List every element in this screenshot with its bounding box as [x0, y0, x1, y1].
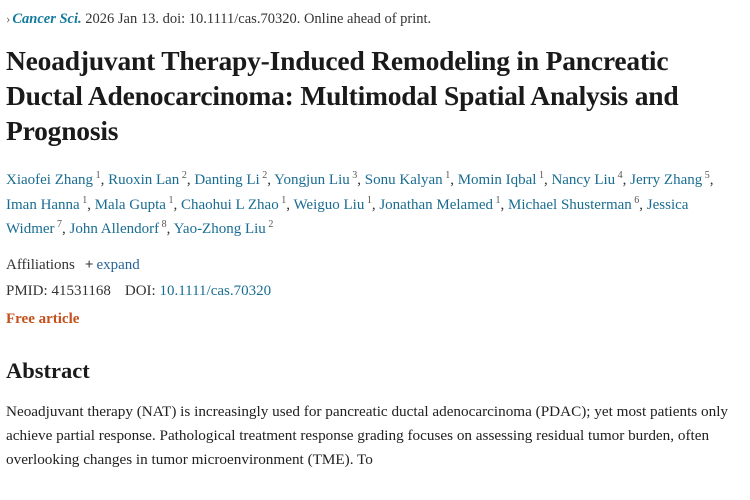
- doi-label: DOI:: [124, 283, 156, 300]
- author-separator: ,: [622, 172, 631, 189]
- author-separator: ,: [709, 172, 714, 189]
- author-name[interactable]: Iman Hanna: [6, 196, 80, 213]
- author-name[interactable]: Xiaofei Zhang: [6, 172, 94, 189]
- author-separator: ,: [87, 196, 95, 213]
- author-name[interactable]: Ruoxin Lan: [108, 172, 180, 189]
- author-name[interactable]: Weiguo Liu: [293, 196, 365, 213]
- author-separator: ,: [371, 196, 380, 213]
- author-separator: ,: [357, 172, 365, 189]
- chevron-right-icon: ›: [6, 11, 11, 26]
- author-name[interactable]: Yao-Zhong Liu: [173, 221, 266, 237]
- abstract-text: Neoadjuvant therapy (NAT) is increasingly used for pancreatic ductal adenocarcinoma (PDAC); yet most patients only achieve partial response. Pathological treatment response grading focuses on assessing residual tumor burden, often overlooking changes in tumor microenvironment (TME). To: [6, 403, 729, 468]
- author-name[interactable]: Mala Gupta: [94, 196, 166, 213]
- author-name[interactable]: Chaohui L Zhao: [180, 196, 279, 213]
- author-list: [6, 168, 736, 241]
- author-separator: ,: [267, 172, 275, 189]
- author-name[interactable]: Momin Iqbal: [457, 172, 537, 189]
- pmid-value: 41531168: [51, 283, 111, 300]
- author-affiliation-marker: 5: [702, 170, 710, 182]
- author-affiliation-marker: 1: [278, 194, 287, 206]
- free-article-badge[interactable]: Free article: [6, 311, 80, 328]
- author-name[interactable]: Michael Shusterman: [508, 196, 632, 213]
- identifier-line: [6, 283, 740, 300]
- author-affiliation-marker: 2: [265, 219, 274, 230]
- plus-icon: +: [84, 257, 94, 274]
- expand-label: expand: [96, 257, 140, 274]
- author-separator: ,: [62, 221, 70, 237]
- author-name[interactable]: Jonathan Melamed: [379, 196, 494, 213]
- author-name[interactable]: Danting Li: [194, 172, 260, 189]
- author-affiliation-marker: 1: [364, 194, 372, 206]
- author-separator: ,: [166, 221, 174, 237]
- citation-details: 2026 Jan 13. doi: 10.1111/cas.70320. Online ahead of print.: [81, 11, 432, 27]
- author-separator: ,: [450, 172, 458, 189]
- author-separator: ,: [186, 172, 195, 189]
- author-separator: ,: [543, 172, 552, 189]
- citation-line: [6, 10, 740, 29]
- author-affiliation-marker: 8: [159, 219, 167, 230]
- affiliations-label: Affiliations: [6, 257, 75, 274]
- author-affiliation-marker: 4: [615, 170, 623, 182]
- author-affiliation-marker: 6: [631, 194, 640, 206]
- author-separator: ,: [639, 196, 647, 213]
- author-affiliation-marker: 1: [493, 194, 501, 206]
- expand-affiliations-button[interactable]: [85, 257, 140, 273]
- author-affiliation-marker: 1: [93, 170, 101, 182]
- author-affiliation-marker: 3: [349, 170, 358, 182]
- abstract-heading: Abstract: [6, 358, 90, 384]
- author-separator: ,: [173, 196, 181, 213]
- author-name[interactable]: Sonu Kalyan: [364, 172, 443, 189]
- author-name[interactable]: John Allendorf: [69, 221, 160, 237]
- author-affiliation-marker: 1: [79, 194, 88, 206]
- author-name[interactable]: Yongjun Liu: [274, 172, 350, 189]
- author-affiliation-marker: 1: [442, 170, 451, 182]
- author-name[interactable]: Jerry Zhang: [630, 172, 703, 189]
- author-separator: ,: [286, 196, 294, 213]
- journal-name[interactable]: Cancer Sci.: [12, 11, 82, 27]
- pmid-label: PMID:: [6, 283, 48, 300]
- author-separator: ,: [100, 172, 109, 189]
- author-affiliation-marker: 1: [536, 170, 544, 182]
- doi-link[interactable]: 10.1111/cas.70320: [159, 283, 272, 300]
- author-name[interactable]: Nancy Liu: [551, 172, 616, 189]
- author-separator: ,: [500, 196, 509, 213]
- page-title: Neoadjuvant Therapy-Induced Remodeling in Pancreatic Ductal Adenocarcinoma: Multimodal Spatial Analysis and Prognosis: [6, 44, 679, 147]
- affiliations-row: [6, 257, 740, 274]
- author-affiliation-marker: 2: [259, 170, 268, 182]
- author-affiliation-marker: 7: [54, 219, 63, 230]
- author-affiliation-marker: 1: [165, 194, 174, 206]
- author-affiliation-marker: 2: [179, 170, 187, 182]
- author-name[interactable]: Jessica Widmer: [6, 196, 689, 237]
